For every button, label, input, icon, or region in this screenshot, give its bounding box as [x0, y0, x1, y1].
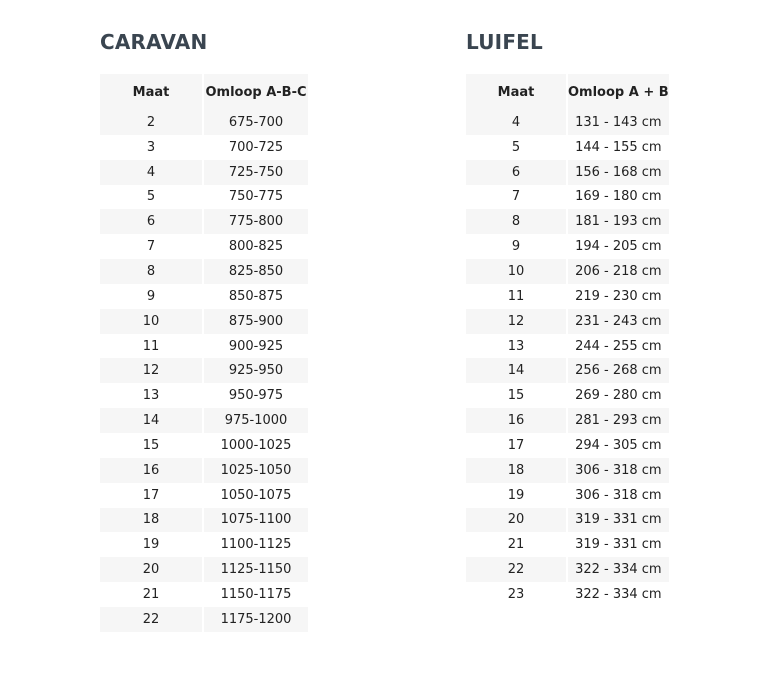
size-cell: 18 — [100, 508, 202, 533]
size-cell: 14 — [466, 358, 566, 383]
size-cell: 12 — [100, 358, 202, 383]
table-row — [466, 508, 669, 533]
size-cell: 7 — [466, 185, 566, 210]
column-header-maat: Maat — [466, 74, 566, 110]
column-header-omloop: Omloop A-B-C — [204, 74, 308, 110]
size-cell: 4 — [100, 160, 202, 185]
table-row — [466, 185, 669, 210]
table-row — [466, 433, 669, 458]
size-cell: 22 — [100, 607, 202, 632]
circumference-cell: 206 - 218 cm — [568, 259, 669, 284]
size-cell: 17 — [466, 433, 566, 458]
luifel-section — [466, 30, 671, 607]
size-cell: 8 — [100, 259, 202, 284]
caravan-section — [100, 30, 310, 632]
circumference-cell: 219 - 230 cm — [568, 284, 669, 309]
circumference-cell: 194 - 205 cm — [568, 234, 669, 259]
circumference-cell: 144 - 155 cm — [568, 135, 669, 160]
table-row — [100, 334, 308, 359]
circumference-cell: 900-925 — [204, 334, 308, 359]
circumference-cell: 1050-1075 — [204, 483, 308, 508]
circumference-cell: 319 - 331 cm — [568, 508, 669, 533]
table-row — [466, 532, 669, 557]
table-row — [466, 209, 669, 234]
circumference-cell: 306 - 318 cm — [568, 483, 669, 508]
table-row — [466, 259, 669, 284]
table-row — [466, 234, 669, 259]
size-cell: 22 — [466, 557, 566, 582]
circumference-cell: 700-725 — [204, 135, 308, 160]
table-row — [100, 508, 308, 533]
size-cell: 15 — [466, 383, 566, 408]
table-row — [466, 110, 669, 135]
circumference-cell: 950-975 — [204, 383, 308, 408]
size-cell: 5 — [466, 135, 566, 160]
size-cell: 9 — [466, 234, 566, 259]
size-cell: 12 — [466, 309, 566, 334]
circumference-cell: 750-775 — [204, 185, 308, 210]
circumference-cell: 975-1000 — [204, 408, 308, 433]
table-row — [466, 358, 669, 383]
column-header-maat: Maat — [100, 74, 202, 110]
table-row — [466, 408, 669, 433]
table-row — [466, 284, 669, 309]
table-row — [100, 135, 308, 160]
size-cell: 23 — [466, 582, 566, 607]
size-cell: 21 — [100, 582, 202, 607]
circumference-cell: 775-800 — [204, 209, 308, 234]
caravan-title: CARAVAN — [100, 30, 208, 54]
table-row — [100, 557, 308, 582]
size-cell: 20 — [466, 508, 566, 533]
size-cell: 14 — [100, 408, 202, 433]
size-cell: 13 — [466, 334, 566, 359]
circumference-cell: 1100-1125 — [204, 532, 308, 557]
circumference-cell: 319 - 331 cm — [568, 532, 669, 557]
table-row — [100, 408, 308, 433]
table-row — [100, 532, 308, 557]
luifel-size-table — [464, 74, 671, 607]
circumference-cell: 231 - 243 cm — [568, 309, 669, 334]
circumference-cell: 281 - 293 cm — [568, 408, 669, 433]
table-row — [100, 185, 308, 210]
circumference-cell: 181 - 193 cm — [568, 209, 669, 234]
table-row — [100, 607, 308, 632]
table-row — [466, 135, 669, 160]
circumference-cell: 256 - 268 cm — [568, 358, 669, 383]
size-cell: 18 — [466, 458, 566, 483]
table-row — [100, 234, 308, 259]
size-cell: 3 — [100, 135, 202, 160]
size-cell: 16 — [100, 458, 202, 483]
table-row — [466, 483, 669, 508]
circumference-cell: 875-900 — [204, 309, 308, 334]
table-row — [100, 458, 308, 483]
table-row — [100, 110, 308, 135]
table-row — [100, 582, 308, 607]
circumference-cell: 322 - 334 cm — [568, 582, 669, 607]
circumference-cell: 1175-1200 — [204, 607, 308, 632]
table-row — [100, 309, 308, 334]
caravan-size-table — [98, 74, 310, 632]
circumference-cell: 244 - 255 cm — [568, 334, 669, 359]
table-row — [466, 582, 669, 607]
table-row — [100, 383, 308, 408]
table-row — [466, 557, 669, 582]
size-cell: 8 — [466, 209, 566, 234]
size-cell: 9 — [100, 284, 202, 309]
circumference-cell: 306 - 318 cm — [568, 458, 669, 483]
size-cell: 19 — [466, 483, 566, 508]
circumference-cell: 294 - 305 cm — [568, 433, 669, 458]
table-header-row — [466, 74, 669, 110]
table-row — [100, 483, 308, 508]
size-cell: 19 — [100, 532, 202, 557]
circumference-cell: 322 - 334 cm — [568, 557, 669, 582]
size-cell: 4 — [466, 110, 566, 135]
table-row — [466, 160, 669, 185]
circumference-cell: 1125-1150 — [204, 557, 308, 582]
table-row — [466, 383, 669, 408]
column-header-omloop: Omloop A + B — [568, 74, 669, 110]
size-cell: 20 — [100, 557, 202, 582]
circumference-cell: 850-875 — [204, 284, 308, 309]
circumference-cell: 131 - 143 cm — [568, 110, 669, 135]
size-cell: 11 — [100, 334, 202, 359]
size-cell: 17 — [100, 483, 202, 508]
table-row — [100, 259, 308, 284]
size-cell: 13 — [100, 383, 202, 408]
table-row — [100, 433, 308, 458]
circumference-cell: 725-750 — [204, 160, 308, 185]
table-row — [466, 458, 669, 483]
table-row — [466, 334, 669, 359]
table-row — [100, 358, 308, 383]
size-cell: 7 — [100, 234, 202, 259]
table-row — [100, 209, 308, 234]
size-cell: 11 — [466, 284, 566, 309]
circumference-cell: 800-825 — [204, 234, 308, 259]
circumference-cell: 169 - 180 cm — [568, 185, 669, 210]
circumference-cell: 1150-1175 — [204, 582, 308, 607]
table-header-row — [100, 74, 308, 110]
size-cell: 5 — [100, 185, 202, 210]
table-row — [100, 284, 308, 309]
size-cell: 16 — [466, 408, 566, 433]
circumference-cell: 269 - 280 cm — [568, 383, 669, 408]
circumference-cell: 675-700 — [204, 110, 308, 135]
size-cell: 10 — [466, 259, 566, 284]
size-cell: 21 — [466, 532, 566, 557]
size-cell: 6 — [466, 160, 566, 185]
caravan-table-body — [100, 110, 308, 632]
luifel-title: LUIFEL — [466, 30, 543, 54]
table-row — [100, 160, 308, 185]
size-cell: 15 — [100, 433, 202, 458]
table-row — [466, 309, 669, 334]
circumference-cell: 825-850 — [204, 259, 308, 284]
luifel-table-body — [466, 110, 669, 607]
circumference-cell: 1000-1025 — [204, 433, 308, 458]
circumference-cell: 1025-1050 — [204, 458, 308, 483]
size-cell: 6 — [100, 209, 202, 234]
size-cell: 10 — [100, 309, 202, 334]
circumference-cell: 156 - 168 cm — [568, 160, 669, 185]
circumference-cell: 1075-1100 — [204, 508, 308, 533]
circumference-cell: 925-950 — [204, 358, 308, 383]
size-cell: 2 — [100, 110, 202, 135]
